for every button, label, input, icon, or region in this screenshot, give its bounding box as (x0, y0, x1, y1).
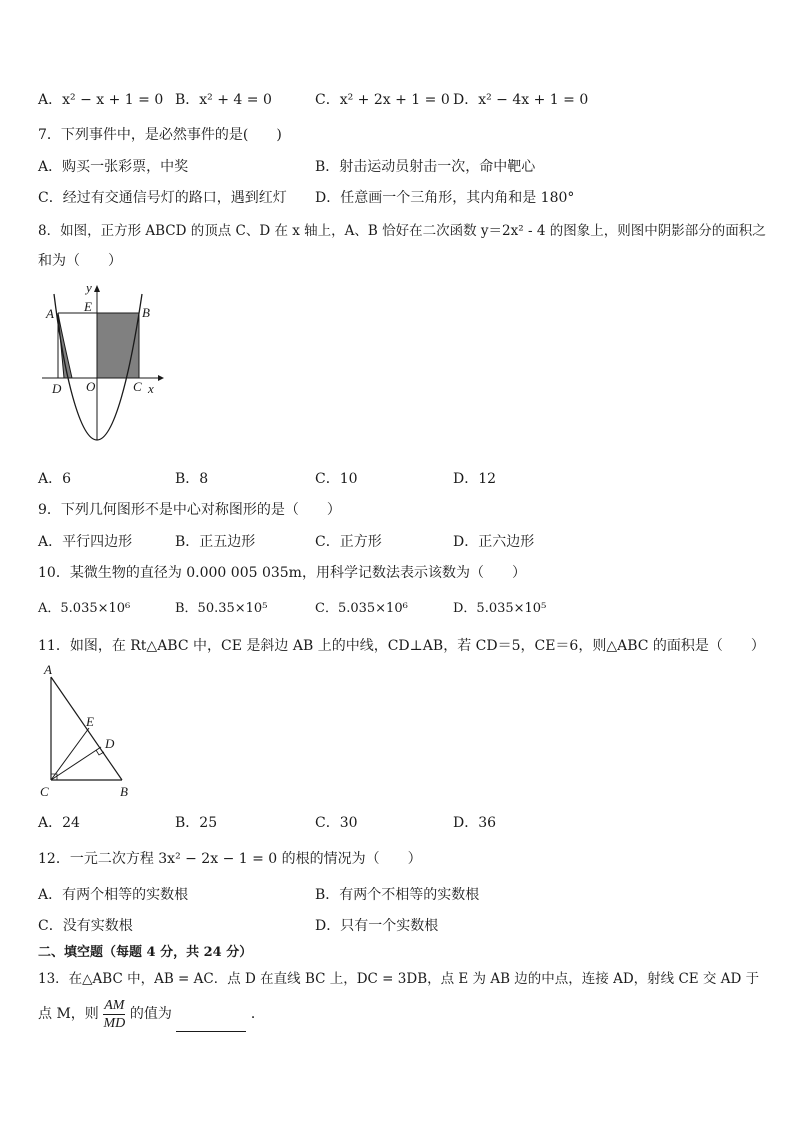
q8-option-c: C．10 (315, 471, 358, 487)
q13-answer-blank[interactable] (176, 1017, 246, 1032)
q10-stem: 10．某微生物的直径为 0.000 005 035m，用科学记数法表示该数为（ ） (38, 565, 526, 581)
q8-shaded-right (97, 313, 139, 378)
q11-label-c: C (40, 784, 49, 799)
q11-right-angle-d (96, 750, 104, 755)
q12-option-b: B．有两个不相等的实数根 (315, 887, 480, 903)
q12-option-a: A．有两个相等的实数根 (38, 887, 189, 903)
q8-label-a: A (46, 306, 54, 321)
q8-stem-line2: 和为（ ） (38, 253, 122, 269)
q13-line2-suffix: 的值为 (129, 1006, 172, 1022)
q8-option-d: D．12 (453, 471, 497, 487)
q6-option-a: A．x² − x + 1 = 0 (38, 92, 164, 108)
q12-option-c: C．没有实数根 (38, 918, 133, 934)
q8-parabola-figure (30, 280, 170, 450)
q13-line2 (38, 996, 265, 1032)
q13-frac-numerator: AM (104, 997, 125, 1013)
q11-altitude-cd (51, 747, 101, 780)
q8-label-y: y (86, 280, 92, 295)
q8-y-arrow (94, 285, 100, 292)
q8-label-c: C (133, 379, 142, 394)
q9-option-d: D．正六边形 (453, 534, 535, 550)
q10-option-d: D．5.035×10⁵ (453, 601, 547, 616)
q7-option-b: B．射击运动员射击一次，命中靶心 (315, 159, 536, 175)
q8-label-b: B (142, 305, 150, 320)
q8-label-o: O (86, 379, 96, 394)
q13-line1: 13．在△ABC 中，AB = AC．点 D 在直线 BC 上，DC = 3DB，点 E 为 AB 边的中点，连接 AD，射线 CE 交 AD 于 (38, 971, 760, 987)
q11-label-d: D (105, 736, 115, 751)
q10-option-c: C．5.035×10⁶ (315, 601, 408, 616)
q7-option-d: D．任意画一个三角形，其内角和是 180° (315, 190, 575, 206)
q6-option-c: C．x² + 2x + 1 = 0 (315, 92, 450, 108)
q8-option-b: B．8 (175, 471, 209, 487)
q13-frac-denominator: MD (103, 1015, 126, 1031)
q7-option-c: C．经过有交通信号灯的路口，遇到红灯 (38, 190, 287, 206)
q11-triangle-figure (34, 662, 144, 802)
q13-fraction (103, 997, 125, 1032)
q11-option-d: D．36 (453, 815, 497, 831)
q9-option-a: A．平行四边形 (38, 534, 133, 550)
q8-stem-line1: 8．如图，正方形 ABCD 的顶点 C、D 在 x 轴上，A、B 恰好在二次函数 y＝2x² - 4 的图象上，则图中阴影部分的面积之 (38, 223, 766, 239)
q8-label-x: x (148, 381, 154, 396)
q11-label-e: E (86, 714, 94, 729)
q11-median-ce (51, 728, 89, 780)
q10-option-b: B．50.35×10⁵ (175, 601, 268, 616)
q12-option-d: D．只有一个实数根 (315, 918, 439, 934)
q7-stem: 7．下列事件中，是必然事件的是( ) (38, 127, 282, 143)
q13-line2-prefix: 点 M，则 (38, 1006, 99, 1022)
q11-stem: 11．如图，在 Rt△ABC 中，CE 是斜边 AB 上的中线，CD⊥AB，若 CD＝5，CE＝6，则△ABC 的面积是（ ） (38, 638, 765, 654)
q9-option-c: C．正方形 (315, 534, 382, 550)
q11-label-b: B (120, 784, 128, 799)
q9-option-b: B．正五边形 (175, 534, 256, 550)
q8-label-e: E (84, 299, 92, 314)
q8-label-d: D (52, 381, 62, 396)
q9-stem: 9．下列几何图形不是中心对称图形的是（ ） (38, 502, 341, 518)
q8-option-a: A．6 (38, 471, 72, 487)
q7-option-a: A．购买一张彩票，中奖 (38, 159, 189, 175)
q6-option-d: D．x² − 4x + 1 = 0 (453, 92, 589, 108)
q12-stem: 12．一元二次方程 3x² − 2x − 1 = 0 的根的情况为（ ） (38, 851, 422, 867)
q10-option-a: A．5.035×10⁶ (38, 601, 131, 616)
q8-x-arrow (158, 375, 164, 381)
q6-option-b: B．x² + 4 = 0 (175, 92, 272, 108)
q8-shaded-left (58, 313, 72, 378)
q11-option-c: C．30 (315, 815, 358, 831)
q11-label-a: A (44, 662, 52, 677)
section-title-fill-in: 二、填空题（每题 4 分，共 24 分） (38, 945, 253, 960)
q11-option-b: B．25 (175, 815, 218, 831)
q11-option-a: A．24 (38, 815, 80, 831)
q13-line2-end: ． (250, 1006, 265, 1022)
